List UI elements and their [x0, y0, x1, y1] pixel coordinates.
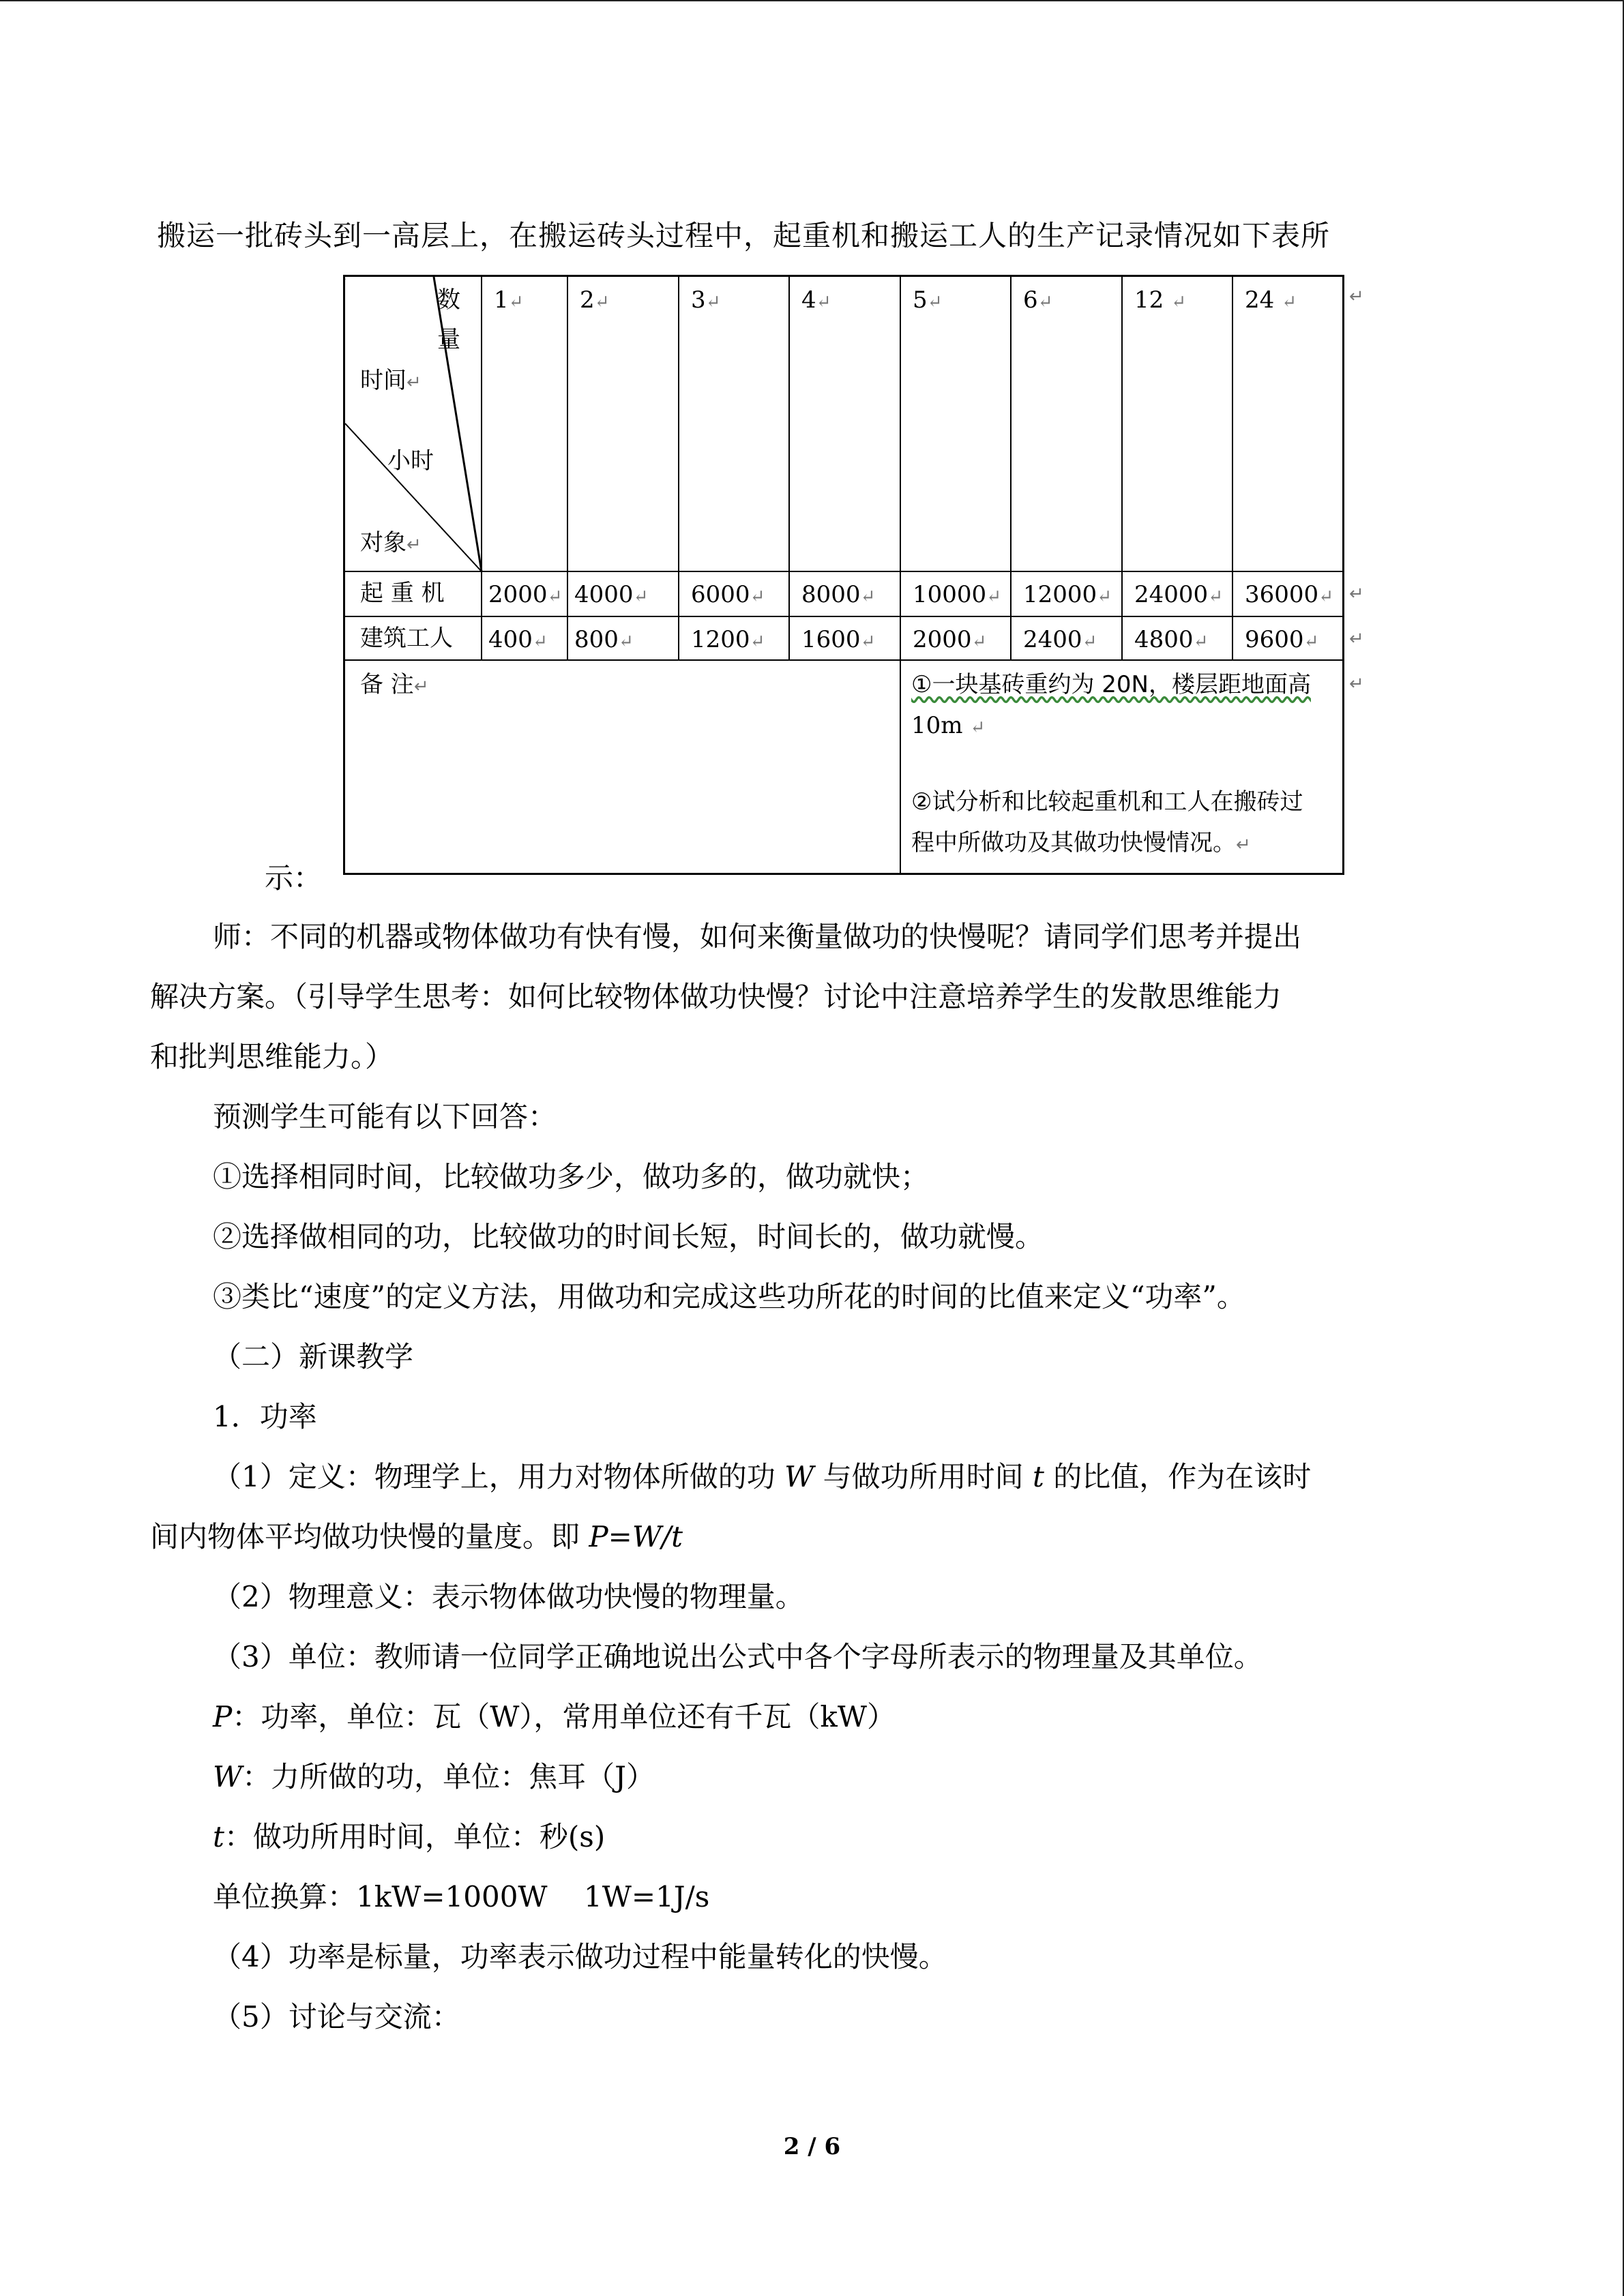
corner-label-duixiang: 对象↵: [360, 529, 422, 556]
production-record-table: [343, 275, 1344, 875]
crane-value: 12000↵: [1023, 581, 1112, 608]
hour-header: 12 ↵: [1134, 286, 1186, 314]
hour-header: 6↵: [1023, 286, 1053, 314]
row-end-mark: ↵: [1349, 584, 1364, 604]
corner-label-xiaoshi: 小时: [387, 447, 434, 475]
teacher-paragraph-line: 师：不同的机器或物体做功有快有慢，如何来衡量做功的快慢呢？请同学们思考并提出: [213, 920, 1302, 953]
row-end-mark: ↵: [1349, 674, 1364, 694]
row-divider: [345, 616, 1342, 617]
unit-t: t：做功所用时间，单位：秒(s): [213, 1820, 606, 1853]
col-divider: [678, 277, 679, 659]
scalar-line: （4）功率是标量，功率表示做功过程中能量转化的快慢。: [213, 1940, 947, 1973]
col-divider: [900, 277, 901, 875]
worker-value: 1600↵: [801, 626, 876, 653]
intro-line: 搬运一批砖头到一高层上，在搬运砖头过程中，起重机和搬运工人的生产记录情况如下表所: [157, 219, 1331, 252]
row-end-mark: ↵: [1349, 629, 1364, 649]
hour-header: 5↵: [913, 286, 943, 314]
prediction-intro: 预测学生可能有以下回答：: [213, 1100, 557, 1133]
hour-header: 3↵: [691, 286, 721, 314]
unit-p: P：功率，单位：瓦（W），常用单位还有千瓦（kW）: [213, 1700, 896, 1733]
lesson-body: [150, 907, 1473, 2047]
hour-header: 1↵: [494, 286, 524, 314]
hour-header: 2↵: [580, 286, 610, 314]
section-heading: （二）新课教学: [213, 1340, 414, 1373]
answer-item: ③类比“速度”的定义方法，用做功和完成这些功所花的时间的比值来定义“功率”。: [213, 1280, 1245, 1313]
answer-item: ①选择相同时间，比较做功多少，做功多的，做功就快；: [213, 1160, 930, 1193]
intro-line-end: 示：: [265, 861, 323, 895]
remark-line-1a: ①一块基砖重约为 20N，楼层距地面高: [911, 671, 1311, 698]
corner-label-liang: 量: [437, 326, 460, 353]
answer-item: ②选择做相同的功，比较做功的时间长短，时间长的，做功就慢。: [213, 1220, 1044, 1253]
col-divider: [1121, 277, 1123, 659]
col-divider: [1010, 277, 1012, 659]
row-label-crane: 起 重 机: [360, 580, 445, 607]
worker-value: 4800↵: [1134, 626, 1209, 653]
meaning-line: （2）物理意义：表示物体做功快慢的物理量。: [213, 1580, 804, 1613]
definition-line: （1）定义：物理学上，用力对物体所做的功 W 与做功所用时间 t 的比值，作为在该时: [213, 1460, 1312, 1493]
remark-line-1b: 10m ↵: [911, 712, 986, 739]
hour-header: 4↵: [801, 286, 831, 314]
col-divider: [788, 277, 790, 659]
crane-value: 6000↵: [691, 581, 765, 608]
col-divider: [481, 277, 482, 659]
row-divider: [345, 659, 1342, 661]
page-number: 2 / 6: [783, 2133, 841, 2160]
discussion-line: （5）讨论与交流：: [213, 2000, 460, 2033]
teacher-paragraph-line: 和批判思维能力。）: [150, 1040, 394, 1073]
crane-value: 36000↵: [1245, 581, 1333, 608]
worker-value: 2400↵: [1023, 626, 1097, 653]
header-diagonal-lines: [345, 277, 1344, 875]
worker-value: 2000↵: [913, 626, 987, 653]
corner-label-shu: 数: [437, 286, 460, 314]
remark-line-2b: 程中所做功及其做功快慢情况。↵: [911, 829, 1251, 856]
hour-header: 24 ↵: [1245, 286, 1297, 314]
row-label-workers: 建筑工人: [360, 625, 453, 652]
definition-line: 间内物体平均做功快慢的量度。即 P=W/t: [150, 1520, 683, 1553]
col-divider: [1232, 277, 1233, 659]
worker-value: 1200↵: [691, 626, 765, 653]
worker-value: 9600↵: [1245, 626, 1319, 653]
crane-value: 8000↵: [801, 581, 876, 608]
subsection-heading: 1．功率: [213, 1400, 317, 1433]
crane-value: 4000↵: [574, 581, 649, 608]
remark-line-2a: ②试分析和比较起重机和工人在搬砖过: [911, 788, 1303, 816]
col-divider: [567, 277, 568, 659]
unit-line: （3）单位：教师请一位同学正确地说出公式中各个字母所表示的物理量及其单位。: [213, 1640, 1263, 1673]
row-end-mark: ↵: [1349, 286, 1364, 307]
remark-label: 备 注↵: [360, 671, 429, 698]
unit-w: W：力所做的功，单位：焦耳（J）: [213, 1760, 655, 1793]
crane-value: 2000↵: [488, 581, 563, 608]
worker-value: 800↵: [574, 626, 634, 653]
worker-value: 400↵: [488, 626, 548, 653]
crane-value: 10000↵: [913, 581, 1001, 608]
corner-label-shijian: 时间↵: [360, 367, 422, 394]
unit-conversion: 单位换算：1kW=1000W 1W=1J/s: [213, 1880, 710, 1913]
crane-value: 24000↵: [1134, 581, 1223, 608]
row-divider: [345, 571, 1342, 572]
teacher-paragraph-line: 解决方案。（引导学生思考：如何比较物体做功快慢？讨论中注意培养学生的发散思维能力: [150, 980, 1282, 1013]
